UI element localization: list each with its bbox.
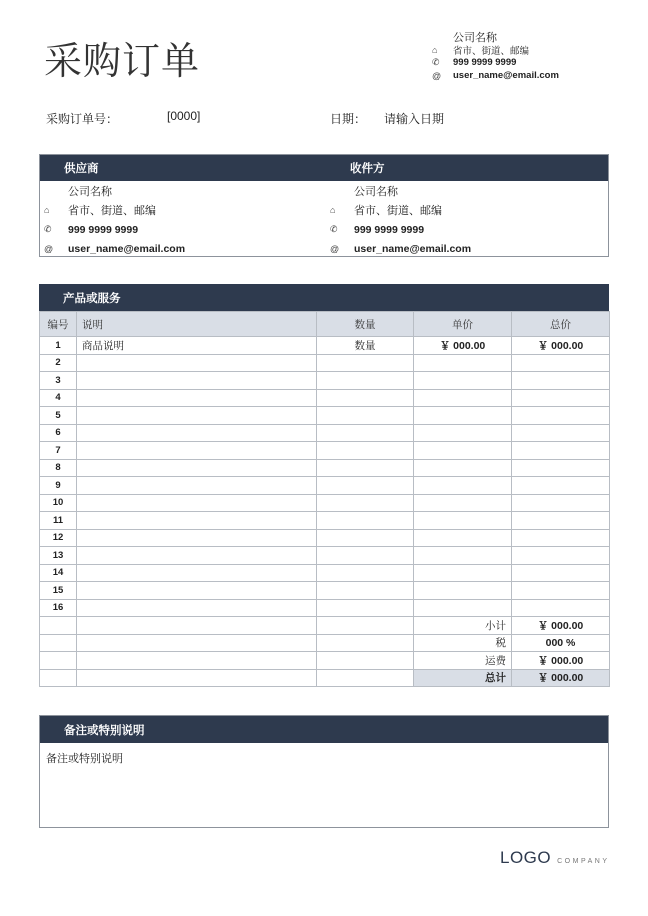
company-header xyxy=(432,30,622,82)
order-number-label: 采购订单号： xyxy=(46,112,119,126)
row-number: 6 xyxy=(40,424,77,442)
row-number: 3 xyxy=(40,372,77,390)
row-total[interactable] xyxy=(512,354,610,372)
logo-subtext: COMPANY xyxy=(557,858,610,865)
row-quantity[interactable] xyxy=(317,494,414,512)
home-icon: ⌂ xyxy=(330,205,336,216)
row-unit-price[interactable] xyxy=(414,354,512,372)
row-quantity[interactable] xyxy=(317,407,414,425)
recipient-block xyxy=(326,181,596,259)
row-description[interactable] xyxy=(77,547,317,565)
row-quantity[interactable] xyxy=(317,477,414,495)
table-row xyxy=(40,477,610,495)
phone-icon: ✆ xyxy=(44,224,52,235)
row-total[interactable] xyxy=(512,529,610,547)
table-row xyxy=(40,599,610,617)
col-no: 编号 xyxy=(40,312,77,337)
row-number: 11 xyxy=(40,512,77,530)
row-number: 5 xyxy=(40,407,77,425)
supplier-phone[interactable]: 999 9999 9999 xyxy=(68,223,139,236)
at-icon: @ xyxy=(330,244,340,255)
row-unit-price[interactable] xyxy=(414,494,512,512)
tax-value[interactable]: 000 % xyxy=(512,634,610,652)
row-quantity[interactable] xyxy=(317,354,414,372)
col-qty: 数量 xyxy=(317,312,414,337)
row-quantity[interactable] xyxy=(317,459,414,477)
row-quantity[interactable] xyxy=(317,389,414,407)
row-description[interactable] xyxy=(77,442,317,460)
company-email: user_name@email.com xyxy=(453,70,559,81)
phone-icon: ✆ xyxy=(432,57,440,67)
table-row xyxy=(40,337,610,355)
table-row xyxy=(40,389,610,407)
table-row xyxy=(40,424,610,442)
table-row xyxy=(40,529,610,547)
parties-header xyxy=(40,155,608,181)
row-unit-price[interactable] xyxy=(414,599,512,617)
row-description[interactable] xyxy=(77,564,317,582)
row-total[interactable] xyxy=(512,372,610,390)
company-name: 公司名称 xyxy=(453,31,497,44)
subtotal-value[interactable]: ￥ 000.00 xyxy=(512,617,610,635)
supplier-block xyxy=(40,181,310,259)
parties-section xyxy=(39,154,609,257)
products-header xyxy=(39,284,609,311)
row-description[interactable] xyxy=(77,424,317,442)
page-title: 采购订单 xyxy=(44,39,201,83)
row-quantity[interactable] xyxy=(317,529,414,547)
row-unit-price[interactable] xyxy=(414,564,512,582)
row-unit-price[interactable] xyxy=(414,582,512,600)
products-table xyxy=(39,311,610,687)
phone-icon: ✆ xyxy=(330,224,338,235)
row-total[interactable]: ￥ 000.00 xyxy=(512,337,610,355)
subtotal-label: 小计 xyxy=(414,617,512,635)
row-description[interactable] xyxy=(77,494,317,512)
row-unit-price[interactable] xyxy=(414,512,512,530)
table-row xyxy=(40,407,610,425)
table-row xyxy=(40,582,610,600)
notes-header xyxy=(40,716,608,743)
company-logo xyxy=(500,848,610,868)
row-quantity[interactable] xyxy=(317,564,414,582)
row-total[interactable] xyxy=(512,564,610,582)
row-total[interactable] xyxy=(512,407,610,425)
row-total[interactable] xyxy=(512,424,610,442)
row-number: 16 xyxy=(40,599,77,617)
notes-title: 备注或特别说明 xyxy=(64,724,145,737)
row-quantity[interactable] xyxy=(317,512,414,530)
date-label: 日期： xyxy=(330,112,367,126)
row-description[interactable] xyxy=(77,477,317,495)
table-row xyxy=(40,494,610,512)
row-description[interactable] xyxy=(77,582,317,600)
recipient-phone[interactable]: 999 9999 9999 xyxy=(354,223,425,236)
recipient-address[interactable]: 省市、街道、邮编 xyxy=(354,205,442,218)
row-number: 9 xyxy=(40,477,77,495)
row-total[interactable] xyxy=(512,442,610,460)
row-unit-price[interactable] xyxy=(414,459,512,477)
row-description[interactable]: 商品说明 xyxy=(77,337,317,355)
row-unit-price[interactable] xyxy=(414,372,512,390)
recipient-name[interactable]: 公司名称 xyxy=(354,185,398,198)
row-number: 8 xyxy=(40,459,77,477)
products-title: 产品或服务 xyxy=(63,292,121,305)
row-number: 1 xyxy=(40,337,77,355)
row-description[interactable] xyxy=(77,529,317,547)
row-total[interactable] xyxy=(512,389,610,407)
supplier-email[interactable]: user_name@email.com xyxy=(68,243,186,256)
notes-body[interactable]: 备注或特别说明 xyxy=(46,753,123,765)
row-unit-price[interactable] xyxy=(414,389,512,407)
supplier-address[interactable]: 省市、街道、邮编 xyxy=(68,205,156,218)
row-total[interactable] xyxy=(512,599,610,617)
col-desc: 说明 xyxy=(77,312,317,337)
tax-row xyxy=(40,634,610,652)
table-row xyxy=(40,354,610,372)
date-field[interactable]: 请输入日期 xyxy=(384,112,445,126)
row-unit-price[interactable] xyxy=(414,407,512,425)
row-number: 13 xyxy=(40,547,77,565)
row-quantity[interactable] xyxy=(317,424,414,442)
table-row xyxy=(40,512,610,530)
shipping-label: 运费 xyxy=(414,652,512,670)
company-phone: 999 9999 9999 xyxy=(453,57,517,68)
subtotal-row xyxy=(40,617,610,635)
row-total[interactable] xyxy=(512,459,610,477)
shipping-row xyxy=(40,652,610,670)
row-number: 10 xyxy=(40,494,77,512)
row-total[interactable] xyxy=(512,494,610,512)
supplier-title: 供应商 xyxy=(64,163,99,175)
row-description[interactable] xyxy=(77,407,317,425)
row-description[interactable] xyxy=(77,354,317,372)
total-value[interactable]: ￥ 000.00 xyxy=(512,669,610,687)
supplier-name[interactable]: 公司名称 xyxy=(68,185,112,198)
row-description[interactable] xyxy=(77,512,317,530)
row-quantity[interactable] xyxy=(317,599,414,617)
row-quantity[interactable] xyxy=(317,442,414,460)
row-description[interactable] xyxy=(77,459,317,477)
table-row xyxy=(40,442,610,460)
recipient-email[interactable]: user_name@email.com xyxy=(354,243,472,256)
row-unit-price[interactable] xyxy=(414,424,512,442)
row-unit-price[interactable]: ￥ 000.00 xyxy=(414,337,512,355)
row-unit-price[interactable] xyxy=(414,547,512,565)
row-description[interactable] xyxy=(77,372,317,390)
table-row xyxy=(40,564,610,582)
home-icon: ⌂ xyxy=(432,44,438,55)
row-total[interactable] xyxy=(512,547,610,565)
row-number: 4 xyxy=(40,389,77,407)
row-number: 12 xyxy=(40,529,77,547)
row-number: 15 xyxy=(40,582,77,600)
total-row xyxy=(40,669,610,687)
company-address: 省市、街道、邮编 xyxy=(453,45,530,57)
shipping-value[interactable]: ￥ 000.00 xyxy=(512,652,610,670)
table-row xyxy=(40,459,610,477)
row-description[interactable] xyxy=(77,389,317,407)
col-total: 总价 xyxy=(512,312,610,337)
at-icon: @ xyxy=(44,244,54,255)
row-number: 14 xyxy=(40,564,77,582)
row-unit-price[interactable] xyxy=(414,442,512,460)
row-total[interactable] xyxy=(512,512,610,530)
col-unit: 单价 xyxy=(414,312,512,337)
table-row xyxy=(40,372,610,390)
total-label: 总计 xyxy=(414,669,512,687)
recipient-title: 收件方 xyxy=(350,163,385,175)
row-description[interactable] xyxy=(77,599,317,617)
row-unit-price[interactable] xyxy=(414,529,512,547)
row-number: 2 xyxy=(40,354,77,372)
row-unit-price[interactable] xyxy=(414,477,512,495)
at-icon: @ xyxy=(432,70,442,81)
order-number-field[interactable]: [0000] xyxy=(167,109,201,123)
row-total[interactable] xyxy=(512,582,610,600)
tax-label: 税 xyxy=(414,634,512,652)
notes-section xyxy=(39,715,609,828)
table-row xyxy=(40,547,610,565)
row-total[interactable] xyxy=(512,477,610,495)
row-quantity[interactable] xyxy=(317,547,414,565)
table-header-row xyxy=(40,312,610,337)
row-number: 7 xyxy=(40,442,77,460)
row-quantity[interactable]: 数量 xyxy=(317,337,414,355)
row-quantity[interactable] xyxy=(317,372,414,390)
logo-text: LOGO xyxy=(500,848,552,867)
row-quantity[interactable] xyxy=(317,582,414,600)
home-icon: ⌂ xyxy=(44,205,50,216)
